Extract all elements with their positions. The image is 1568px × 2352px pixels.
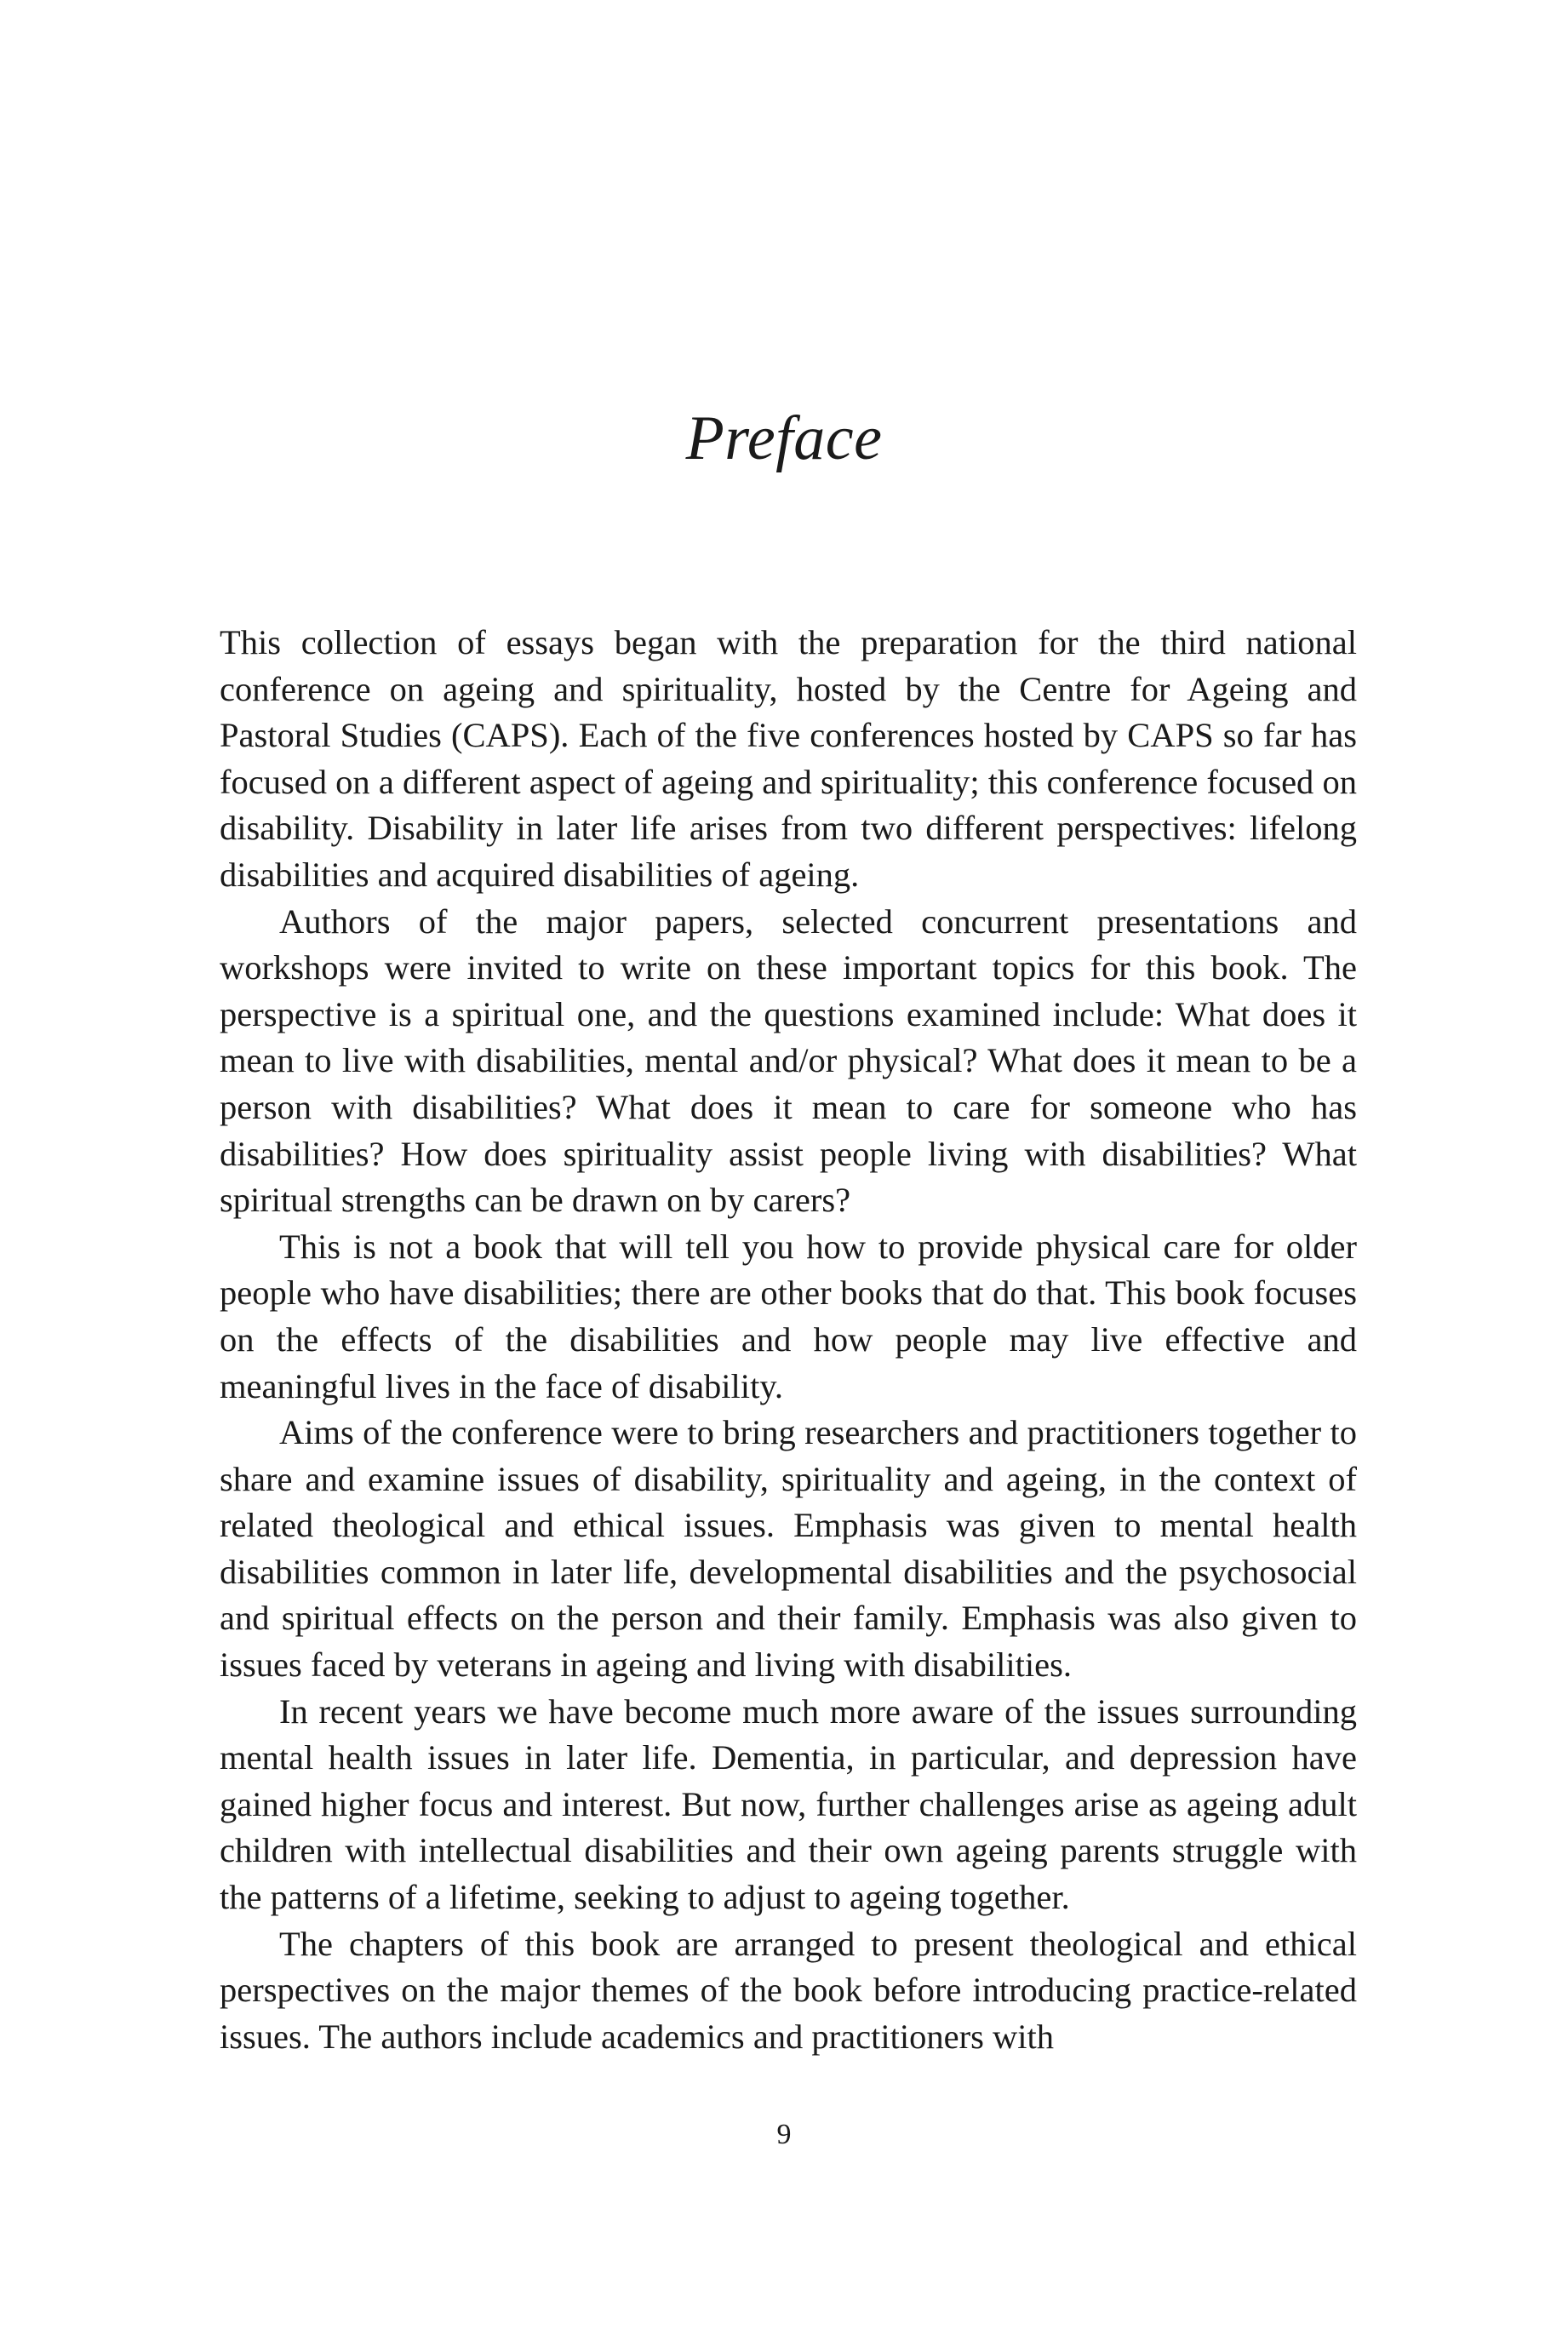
paragraph-2: Authors of the major papers, selected concurrent presentations and workshops were invited to write on these important topics for this book. The perspective is a spiritual one, and the questions examined include: What does it mean to live with disabilities, mental and/or physical? What does it mean to be a person with disabilities? What does it mean to care for someone who has disabilities? How does spirituality assist people living with disabilities? What spiritual strengths can be drawn on by carers? (220, 901, 1357, 1220)
paragraph-4: Aims of the conference were to bring researchers and practitioners together to share and examine issues of disability, spirituality and ageing, in the context of related theological and ethical issues. Emphasis was given to mental health disabilities common in later life, developmental disabilities and the psychosocial and spiritual effects on the person and their family. Emphasis was also given to issues faced by veterans in ageing and living with disabilities. (220, 1413, 1357, 1685)
paragraph-5: In recent years we have become much more aware of the issues surrounding mental health issues in later life. Dementia, in particular, and depression have gained higher focus and interest. But now, further challenges arise as ageing adult children with intellectual disabilities and their own ageing parents struggle with the patterns of a lifetime, seeking to adjust to ageing together. (220, 1691, 1357, 1917)
paragraph-6: The chapters of this book are arranged to present theological and ethical perspectives on the major themes of the book before introducing practice-related issues. The authors include academics and practitioners with (220, 1924, 1357, 2056)
page-number: 9 (776, 2119, 792, 2150)
page-title: Preface (685, 403, 883, 473)
paragraph-3: This is not a book that will tell you how to provide physical care for older people who have disabilities; there are other books that do that. This book focuses on the effects of the disabilities and how people may live effective and meaningful lives in the face of disability. (220, 1227, 1357, 1405)
paragraph-1: This collection of essays began with the preparation for the third national conference on ageing and spirituality, hosted by the Centre for Ageing and Pastoral Studies (CAPS). Each of the five conferences hosted by CAPS so far has focused on a different aspect of ageing and spirituality; this conference focused on disability. Disability in later life arises from two different perspectives: lifelong disabilities and acquired disabilities of ageing. (220, 623, 1357, 894)
preface-body (220, 620, 1357, 2060)
